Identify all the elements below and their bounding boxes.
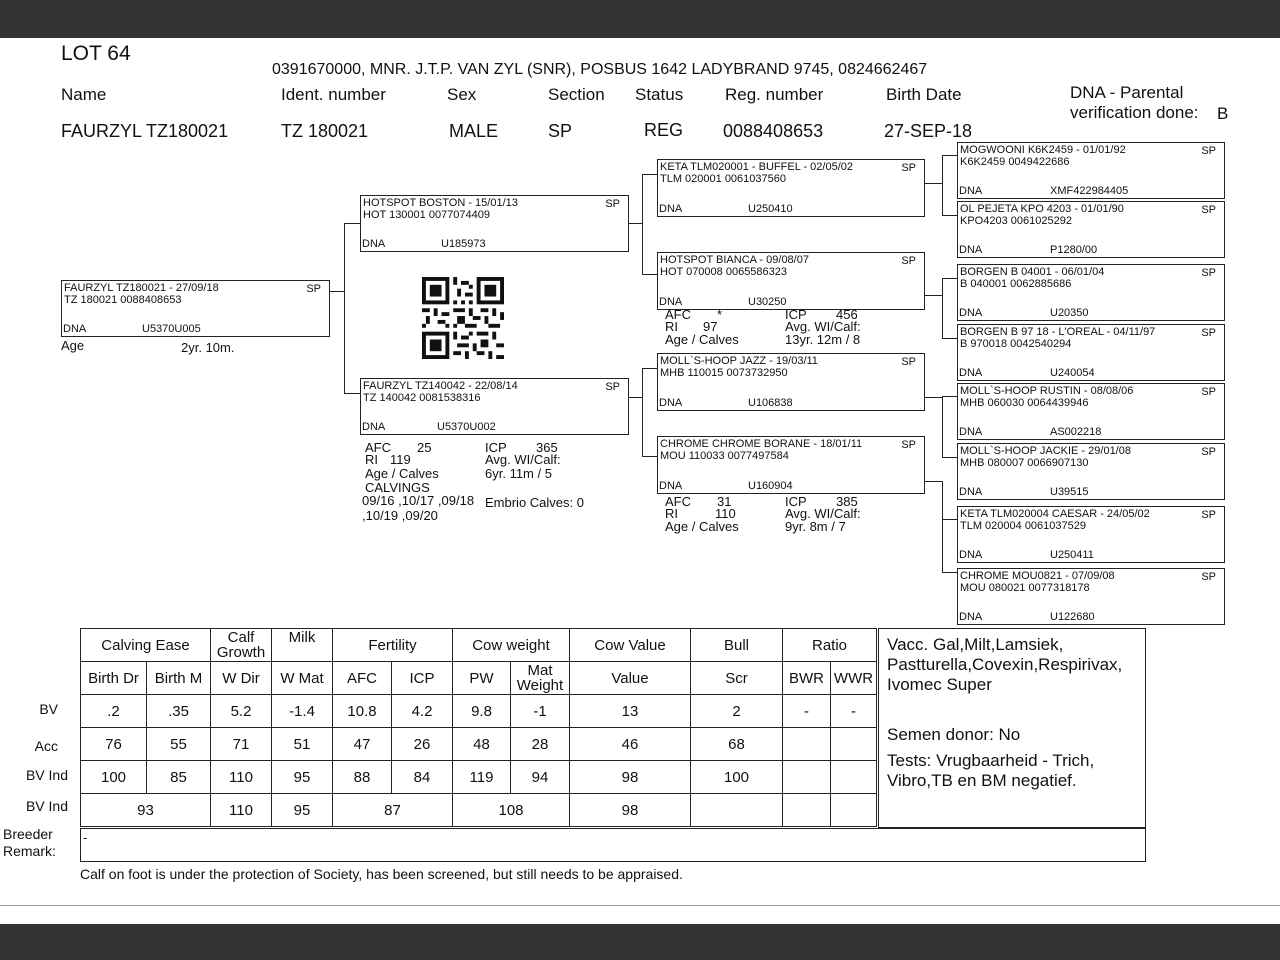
animal-status: REG (644, 120, 684, 140)
dna-value: U106838 (748, 397, 793, 409)
age-calves-value: 6yr. 11m / 5 (485, 466, 552, 481)
col-value: Value (570, 662, 691, 695)
bvind-cell: 88 (333, 761, 392, 794)
dna-value: U185973 (441, 238, 486, 250)
bvind-group-cell: 98 (570, 794, 691, 827)
section-code: SP (1201, 446, 1216, 458)
animal-sex: MALE (449, 121, 499, 141)
age-calves-label: Age / Calves (665, 332, 739, 347)
age-calves-label: Age / Calves (665, 519, 739, 534)
pedigree-id: MHB 080007 0066907130 (960, 457, 1089, 469)
group-cow-weight: Cow weight (453, 629, 570, 662)
header-section: Section (548, 85, 605, 104)
pedigree-title: MOLL`S-HOOP RUSTIN - 08/08/06 (960, 385, 1134, 397)
section-code: SP (901, 162, 916, 174)
group-header-row (81, 629, 877, 662)
dna-label: DNA (659, 203, 683, 215)
pedigree-gg-7 (957, 506, 1225, 563)
notes-panel (878, 628, 1146, 828)
row-label-bv: BV (39, 701, 58, 717)
afc-value: * (717, 307, 723, 322)
dna-flag: B (1217, 104, 1229, 123)
pedigree-sire-sire (657, 159, 925, 217)
ri-label: RI (665, 319, 678, 334)
icp-value: 456 (836, 307, 858, 322)
dam-dam-stats (665, 495, 905, 535)
dna-value: U240054 (1050, 367, 1095, 379)
dna-label: DNA (659, 296, 683, 308)
pedigree-id: MOU 110033 0077497584 (660, 450, 789, 462)
acc-cell: 28 (511, 728, 570, 761)
pedigree-title: MOLL`S-HOOP JACKIE - 29/01/08 (960, 445, 1131, 457)
pedigree-id: KPO4203 0061025292 (960, 215, 1072, 227)
pedigree-gg-2 (957, 201, 1225, 258)
section-code: SP (1201, 571, 1216, 583)
calvings-list: 09/16 ,10/17 ,09/18 (362, 493, 475, 508)
ri-value: 97 (703, 319, 718, 334)
pedigree-title: KETA TLM020004 CAESAR - 24/05/02 (960, 508, 1150, 520)
afc-value: 31 (717, 494, 732, 509)
bvind-cell (783, 761, 831, 794)
bvind-cell: 119 (453, 761, 511, 794)
acc-cell: 47 (333, 728, 392, 761)
section-code: SP (1201, 267, 1216, 279)
dna-label: DNA (959, 549, 983, 561)
dna-label: DNA (959, 185, 983, 197)
bvind-cell: 100 (691, 761, 783, 794)
pedigree-id: MOU 080021 0077318178 (960, 582, 1090, 594)
qr-code (420, 277, 506, 359)
owner-line: 0391670000, MNR. J.T.P. VAN ZYL (SNR), POSBUS 1642 LADYBRAND 9745, 0824662467 (272, 61, 928, 78)
pedigree-title: BORGEN B 04001 - 06/01/04 (960, 266, 1105, 278)
bvind-group-cell: 108 (453, 794, 570, 827)
group-ratio: Ratio (783, 629, 877, 662)
dna-label: DNA (63, 323, 87, 335)
connector (642, 456, 657, 457)
row-label-bvind-2: BV Ind (25, 798, 68, 814)
section-code: SP (1201, 204, 1216, 216)
pedigree-dam (360, 378, 629, 435)
pedigree-gg-1 (957, 142, 1225, 199)
age-calves-value: 9yr. 8m / 7 (785, 519, 846, 534)
tests-note: Tests: Vrugbaarheid - Trich, Vibro,TB en BM negatief. (887, 751, 1095, 790)
pedigree-id: HOT 130001 0077074409 (363, 209, 491, 221)
dna-value: U30250 (748, 296, 787, 308)
pedigree-title: CHROME MOU0821 - 07/09/08 (960, 570, 1115, 582)
dna-label: DNA (959, 367, 983, 379)
calvings-list: ,10/19 ,09/20 (362, 508, 438, 523)
dna-label: DNA (659, 480, 683, 492)
sire-dam-stats (665, 308, 905, 348)
acc-cell: 68 (691, 728, 783, 761)
bv-cell: 10.8 (333, 695, 392, 728)
bvind-cell: 100 (81, 761, 147, 794)
afc-label: AFC (365, 440, 391, 455)
connector (942, 155, 957, 156)
connector (642, 174, 657, 175)
acc-cell: 76 (81, 728, 147, 761)
icp-label: ICP (785, 307, 807, 322)
connector (942, 396, 957, 397)
icp-value: 385 (836, 494, 858, 509)
dna-label: DNA (362, 421, 386, 433)
group-cow-value: Cow Value (570, 629, 691, 662)
connector (942, 481, 943, 573)
bv-cell: - (783, 695, 831, 728)
pedigree-gg-6 (957, 443, 1225, 500)
connector (642, 274, 657, 275)
dna-value: AS002218 (1050, 426, 1102, 438)
remark-label-1: Breeder (3, 826, 53, 842)
dna-value: U5370U005 (142, 323, 201, 335)
acc-cell: 71 (211, 728, 272, 761)
group-milk: Milk (272, 629, 333, 662)
bvind-cell: 95 (272, 761, 333, 794)
dna-label: DNA (959, 611, 983, 623)
header-dna-1: DNA - Parental (1070, 83, 1184, 102)
age-calves-label: Age / Calves (365, 466, 439, 481)
bv-cell: 4.2 (392, 695, 453, 728)
header-ident: Ident. number (281, 85, 386, 104)
pedigree-id: TZ 180021 0088408653 (64, 294, 182, 306)
bv-cell: - (831, 695, 877, 728)
afc-label: AFC (665, 494, 691, 509)
connector (925, 397, 943, 398)
dna-value: U160904 (748, 480, 793, 492)
ri-value: 110 (715, 506, 736, 521)
acc-cell (831, 728, 877, 761)
ri-value: 119 (390, 452, 411, 467)
pedigree-id: MHB 110015 0073732950 (660, 367, 788, 379)
pedigree-id: TLM 020004 0061037529 (960, 520, 1086, 532)
vaccination-note: Vacc. Gal,Milt,Lamsiek, Pastturella,Covexin,Respirivax, Ivomec Super (887, 635, 1123, 694)
ri-label: RI (665, 506, 678, 521)
bvind-cell: 110 (211, 761, 272, 794)
connector (344, 223, 360, 224)
pedigree-dam-sire (657, 353, 925, 411)
connector (925, 481, 943, 482)
acc-cell: 48 (453, 728, 511, 761)
header-reg: Reg. number (725, 85, 824, 104)
row-label-acc: Acc (34, 738, 58, 754)
dna-label: DNA (959, 307, 983, 319)
bottom-bar (0, 924, 1280, 960)
dna-value: U39515 (1050, 486, 1089, 498)
dna-value: P1280/00 (1050, 244, 1098, 256)
col-pw: PW (453, 662, 511, 695)
col-w-mat: W Mat (272, 662, 333, 695)
pedigree-title: HOTSPOT BOSTON - 15/01/13 (363, 197, 518, 209)
pedigree-gg-3 (957, 264, 1225, 321)
wi-label: Avg. WI/Calf: (785, 319, 861, 334)
pedigree-title: CHROME CHROME BORANE - 18/01/11 (660, 438, 863, 450)
age-value: 2yr. 10m. (181, 340, 235, 355)
column-header-row (81, 662, 877, 695)
bvind-group-cell (783, 794, 831, 827)
dna-label: DNA (659, 397, 683, 409)
connector (942, 278, 957, 279)
col-scr: Scr (691, 662, 783, 695)
connector (629, 397, 643, 398)
embrio-calves: Embrio Calves: 0 (485, 495, 584, 510)
connector (942, 278, 943, 339)
ri-label: RI (365, 452, 378, 467)
acc-cell: 55 (147, 728, 211, 761)
icp-value: 365 (536, 440, 558, 455)
bv-row (81, 695, 877, 728)
row-label-bvind: BV Ind (25, 767, 68, 783)
age-calves-value: 13yr. 12m / 8 (785, 332, 861, 347)
pedigree-title: HOTSPOT BIANCA - 09/08/07 (660, 254, 809, 266)
section-code: SP (1201, 145, 1216, 157)
section-code: SP (1201, 327, 1216, 339)
dna-value: U250411 (1050, 549, 1094, 561)
icp-label: ICP (785, 494, 807, 509)
connector (925, 295, 943, 296)
bv-cell: 2 (691, 695, 783, 728)
acc-cell: 26 (392, 728, 453, 761)
animal-section: SP (548, 121, 573, 141)
acc-cell: 51 (272, 728, 333, 761)
pedigree-gg-5 (957, 383, 1225, 440)
pedigree-title: FAURZYL TZ180021 - 27/09/18 (64, 282, 219, 294)
bvind-cell: 84 (392, 761, 453, 794)
connector (925, 183, 943, 184)
pedigree-title: MOLL`S-HOOP JAZZ - 19/03/11 (660, 355, 818, 367)
acc-cell: 46 (570, 728, 691, 761)
bv-cell: .35 (147, 695, 211, 728)
header-birth: Birth Date (886, 85, 962, 104)
connector (942, 572, 957, 573)
col-wwr: WWR (831, 662, 877, 695)
dna-value: U122680 (1050, 611, 1095, 623)
bvind-group-cell: 95 (272, 794, 333, 827)
dna-value: U20350 (1050, 307, 1089, 319)
pedigree-id: MHB 060030 0064439946 (960, 397, 1089, 409)
bvind-group-cell: 93 (81, 794, 211, 827)
pedigree-id: B 970018 0042540294 (960, 338, 1072, 350)
pedigree-gg-4 (957, 324, 1225, 381)
connector (942, 215, 957, 216)
dna-label: DNA (362, 238, 386, 250)
bvind-row (81, 761, 877, 794)
header-name: Name (61, 85, 107, 104)
pedigree-sire (360, 195, 629, 252)
acc-row (81, 728, 877, 761)
bvind-group-cell (831, 794, 877, 827)
pedigree-title: BORGEN B 97 18 - L'OREAL - 04/11/97 (960, 326, 1156, 338)
bvind-cell: 85 (147, 761, 211, 794)
connector (942, 519, 957, 520)
dna-label: DNA (959, 486, 983, 498)
bvind-group-cell (691, 794, 783, 827)
pedigree-dam-dam (657, 436, 925, 494)
pedigree-gg-8 (957, 568, 1225, 625)
col-w-dir: W Dir (211, 662, 272, 695)
bv-cell: -1 (511, 695, 570, 728)
col-birth-m: Birth M (147, 662, 211, 695)
col-mat-weight: Mat Weight (511, 662, 570, 695)
header-status: Status (635, 85, 684, 104)
calvings-label: CALVINGS (365, 480, 430, 495)
bvind-cell: 94 (511, 761, 570, 794)
divider (0, 905, 1280, 906)
animal-reg: 0088408653 (723, 121, 824, 141)
connector (942, 396, 943, 458)
animal-birth: 27-SEP-18 (884, 121, 973, 141)
breeder-remark: - (80, 828, 1146, 862)
dna-value: U5370U002 (437, 421, 496, 433)
pedigree-self (61, 280, 330, 337)
dna-label: DNA (959, 244, 983, 256)
section-code: SP (901, 439, 916, 451)
dna-value: XMF422984405 (1050, 185, 1129, 197)
semen-donor-note: Semen donor: No (887, 725, 1021, 744)
connector (629, 223, 643, 224)
connector (642, 174, 643, 275)
bvind-cell (831, 761, 877, 794)
afc-value: 25 (417, 440, 432, 455)
bv-cell: -1.4 (272, 695, 333, 728)
bvind-group-row (81, 794, 877, 827)
remark-label-2: Remark: (3, 843, 56, 859)
footer-note: Calf on foot is under the protection of Society, has been screened, but still needs to be appraised. (80, 866, 683, 882)
bv-cell: 9.8 (453, 695, 511, 728)
pedigree-id: K6K2459 0049422686 (960, 156, 1070, 168)
connector (942, 338, 957, 339)
connector (942, 155, 943, 216)
section-code: SP (901, 356, 916, 368)
bv-cell: 13 (570, 695, 691, 728)
group-calf-growth: Calf Growth (211, 629, 272, 662)
dna-label: DNA (959, 426, 983, 438)
pedigree-id: B 040001 0062885686 (960, 278, 1072, 290)
dam-stats (362, 440, 605, 536)
breeding-values-table (80, 628, 877, 827)
animal-ident: TZ 180021 (281, 121, 369, 141)
connector (329, 291, 345, 292)
section-code: SP (306, 283, 321, 295)
header-sex: Sex (447, 85, 477, 104)
pedigree-sire-dam (657, 252, 925, 310)
connector (344, 223, 345, 394)
section-code: SP (605, 381, 620, 393)
wi-label: Avg. WI/Calf: (485, 452, 561, 467)
connector (642, 368, 643, 457)
top-bar (0, 0, 1280, 38)
col-afc: AFC (333, 662, 392, 695)
section-code: SP (605, 198, 620, 210)
pedigree-title: KETA TLM020001 - BUFFEL - 02/05/02 (660, 161, 854, 173)
section-code: SP (1201, 386, 1216, 398)
col-bwr: BWR (783, 662, 831, 695)
bvind-group-cell: 87 (333, 794, 453, 827)
group-fertility: Fertility (333, 629, 453, 662)
dna-value: U250410 (748, 203, 793, 215)
group-calving-ease: Calving Ease (81, 629, 211, 662)
afc-label: AFC (665, 307, 691, 322)
pedigree-title: FAURZYL TZ140042 - 22/08/14 (363, 380, 518, 392)
bvind-cell: 98 (570, 761, 691, 794)
lot-number: LOT 64 (61, 42, 131, 65)
col-icp: ICP (392, 662, 453, 695)
pedigree-id: TLM 020001 0061037560 (660, 173, 786, 185)
col-birth-dr: Birth Dr (81, 662, 147, 695)
section-code: SP (901, 255, 916, 267)
age-label: Age (61, 338, 85, 353)
section-code: SP (1201, 509, 1216, 521)
pedigree-title: OL PEJETA KPO 4203 - 01/01/90 (960, 203, 1124, 215)
connector (344, 393, 360, 394)
wi-label: Avg. WI/Calf: (785, 506, 861, 521)
connector (642, 368, 657, 369)
bvind-group-cell: 110 (211, 794, 272, 827)
pedigree-id: TZ 140042 0081538316 (363, 392, 481, 404)
group-bull: Bull (691, 629, 783, 662)
pedigree-title: MOGWOONI K6K2459 - 01/01/92 (960, 144, 1126, 156)
animal-name: FAURZYL TZ180021 (61, 121, 229, 141)
bv-cell: 5.2 (211, 695, 272, 728)
header-dna-2: verification done: (1070, 103, 1199, 122)
bv-cell: .2 (81, 695, 147, 728)
icp-label: ICP (485, 440, 507, 455)
acc-cell (783, 728, 831, 761)
pedigree-id: HOT 070008 0065586323 (660, 266, 788, 278)
connector (942, 457, 957, 458)
